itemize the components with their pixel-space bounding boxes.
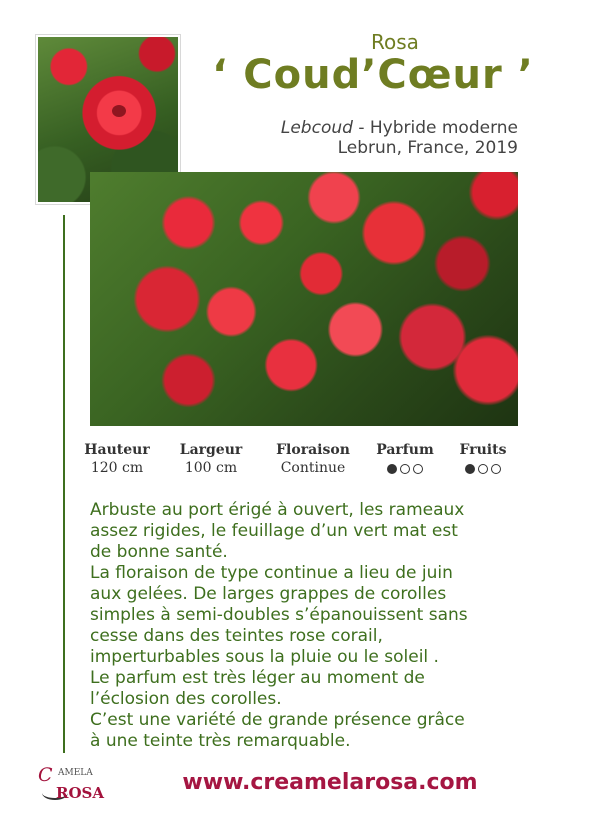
creamelarosa-logo[interactable]: C AMELA ROSA [38,764,105,802]
decorative-vertical-line [63,215,65,753]
parfum-rating [370,464,440,474]
spec-label: Largeur [179,442,243,458]
description-paragraph: Arbuste au port érigé à ouvert, les rameaux assez rigides, le feuillage d’un vert mat est de bonne santé. [90,500,465,562]
rating-dot-empty [478,464,488,474]
spec-value: 120 cm [90,460,144,476]
breeder-line [250,118,518,138]
spec-fruits [448,442,518,474]
spec-largeur [172,442,250,476]
fruits-rating [448,464,518,474]
spec-parfum [370,442,440,474]
rating-dot-empty [413,464,423,474]
rose-center [112,105,126,117]
description [90,500,530,752]
spec-floraison [268,442,358,476]
rose-type: - Hybride moderne [352,118,518,138]
rating-dot-filled [387,464,397,474]
spec-label: Parfum [376,442,434,458]
rating-dot-filled [465,464,475,474]
spec-value: Continue [280,460,346,476]
genus-label: Rosa [371,30,419,54]
variety-title: ‘ Coud’Cœur ’ [212,52,534,98]
spec-label: Fruits [459,442,507,458]
spec-label: Hauteur [84,442,150,458]
origin-line: Lebrun, France, 2019 [337,138,518,158]
rating-dot-empty [400,464,410,474]
rating-dot-empty [491,464,501,474]
description-paragraph: La floraison de type continue a lieu de juin aux gelées. De larges grappes de corolles simples à semi-doubles s’épanouissent sans cesse dans des teintes rose corail, imperturbables sous la pluie ou le soleil . [90,563,468,667]
description-paragraph: Le parfum est très léger au moment de l’éclosion des corolles. [90,668,425,709]
description-paragraph: C’est une variété de grande présence grâce à une teinte très remarquable. [90,710,465,751]
rose-bush-photo [90,172,518,426]
spec-value: 100 cm [184,460,238,476]
spec-label: Floraison [276,442,350,458]
website-link[interactable]: www.creamelarosa.com [182,770,478,795]
breeder-code: Lebcoud [280,118,353,138]
spec-hauteur [78,442,156,476]
